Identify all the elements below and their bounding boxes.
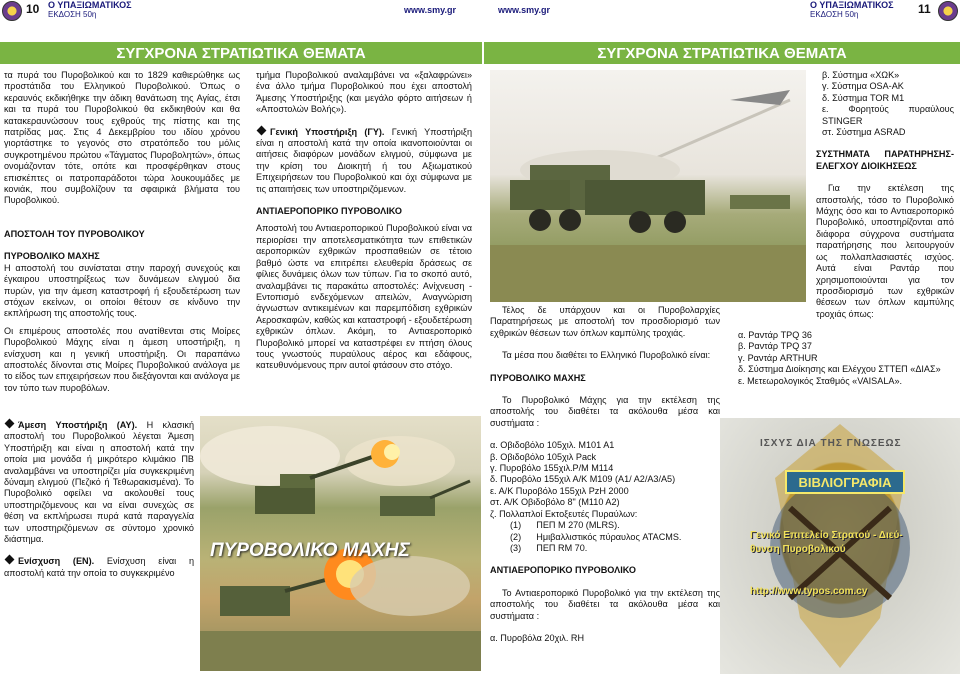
observation-heading: ΣΥΣΤΗΜΑΤΑ ΠΑΡΑΤΗΡΗΣΗΣ-ΕΛΕΓΧΟΥ ΔΙΟΙΚΗΣΕΩΣ: [816, 149, 954, 171]
diamond-bullet-icon: [5, 555, 15, 565]
right-page: [484, 0, 960, 674]
section-title: ΣΥΓΧΡΟΝΑ ΣΤΡΑΤΙΩΤΙΚΑ ΘΕΜΑΤΑ: [484, 42, 960, 64]
section-title: ΣΥΓΧΡΟΝΑ ΣΤΡΑΤΙΩΤΙΚΑ ΘΕΜΑΤΑ: [0, 42, 482, 64]
list-item: ζ. Πολλαπλοί Εκτοξευτές Πυραύλων:: [490, 508, 638, 519]
intro-paragraph: τα πυρά του Πυροβολικού και το 1829 καθιερώθηκε ως προστάτιδα του Ελληνικού Πυροβολικού. Όπως ο κεραυνός εκδικήθηκε την άδικη θανάτωση της Αγίας, έτσι και τα πυρά του Πυροβολικού θα εκδικηθούν και θα κατακεραυνώσουν τους εχθρούς της πίστης και της πατρίδας μας. Στις 4 Δεκεμβρίου του ιδίου χρόνου γιορτάστηκε το γεγονός στο στρατόπεδο του μόλις συγκροτημένου πρώτου «Τάγματος Πυροβολητών», όπως ονομάζονταν τότε, οπότε και προσφέρθηκαν στους επισκέπτες οι πατροπαράδοτοι τώρα λουκουμάδες με κονιάκ, που συμβολίζουν τα σφαιρικά βλήματα του Πυροβολικού.: [4, 70, 240, 206]
list-item: στ. Σύστημα ASRAD: [822, 127, 906, 138]
magazine-name: Ο ΥΠΑΞΙΩΜΑΤΙΚΟΣ: [810, 0, 894, 10]
mission-heading: ΑΠΟΣΤΟΛΗ ΤΟΥ ΠΥΡΟΒΟΛΙΚΟΥ: [4, 228, 145, 239]
left-column-2: [256, 70, 472, 372]
page-number: 10: [26, 2, 40, 16]
emblem-icon: [2, 1, 22, 21]
field-paragraph-2: Οι επιμέρους αποστολές που ανατίθενται στις Μοίρες Πυροβολικού Μάχης είναι η άμεση υποστήριξη, η ενίσχυση και η γενική υποστήριξη. Οι παραπάνω αποστολές δίνονται στις Μοίρες Πυροβολικού ανάλογα με το είδος των επιχειρήσεων που διεξάγονται και ανάλογα με τον τύπο των πυροβόλων.: [4, 325, 240, 393]
diamond-bullet-icon: [5, 419, 15, 429]
list-item: β. Οβιδοβόλο 105χιλ Pack: [490, 451, 597, 462]
list-item: (2) Ημιβαλλιστικός πύραυλος ATACMS.: [510, 531, 682, 542]
bibliography-poster: [720, 418, 960, 674]
list-item: α. Οβιδοβόλο 105χιλ. M101 A1: [490, 440, 615, 451]
direct-support-text: Η κλασική αποστολή του Πυροβολικού λέγεται Άμεση Υποστήριξη και είναι η αποστολή κατά την οποία μια μονάδα ή μικρότερο κλιμάκιο ΠΒ αναλαμβάνει να υποστηρίζει μία συγκεκριμένη δύναμη ελιγμού (Πεζικό ή Τεθωρακισμένα). Το Πυροβολικό οφείλει να ακολουθεί τους υποστηριζόμενους και να είναι συνεχώς σε θέση να εκπλήρωσει πυρά κατά παραγγελία των υποστηριζόμενων σε σύντομο χρονικό διάστημα.: [4, 420, 194, 545]
aa-paragraph: Αποστολή του Αντιαεροπορικού Πυροβολικού είναι να περιορίσει την αποτελεσματικότητα των επιθετικών αεροπορικών εχθρικών προσπαθειών σε τέτοιο βαθμό ώστε να επιτρέπει ελευθερία δράσεως σε φίλιες δυνάμεις όλων των τύπων. Για το σκοπό αυτό, αναλαμβάνει τις παρακάτω αποστολές: Ανίχνευση - Εντοπισμό ενδεχόμενων απειλών, Αναγνώριση άγνωστων αντικειμένων και παρεμπόδιση εχθρικών Αεροσκαφών, καθώς και καταστροφή - εξουδετέρωση εχθρικών όπλων. Ακόμη, το Αντιαεροπορικό Πυροβολικό μπορεί να καταστρέφει εν πτήση όλους τους γνωστούς πυραύλους αέρος και εδάφους, κατευθυνόμενους πριν αυτοί φτάσουν στο στόχο.: [256, 223, 472, 371]
left-column-1: [4, 70, 240, 394]
direct-support-title: Άμεση Υποστήριξη (ΑΥ).: [18, 420, 138, 430]
general-support: [256, 127, 472, 195]
magazine-title: [810, 1, 894, 19]
photo-caption: ΠΥΡΟΒΟΛΙΚΟ ΜΑΧΗΣ: [210, 540, 410, 561]
aa-heading: ΑΝΤΙΑΕΡΟΠΟΡΙΚΟ ΠΥΡΟΒΟΛΙΚΟ: [490, 565, 636, 576]
field-artillery-heading: ΠΥΡΟΒΟΛΙΚΟ ΜΑΧΗΣ: [4, 251, 100, 262]
list-item: δ. Σύστημα Διοίκησης και Ελέγχου ΣΤΤΕΠ «ΔΙΑΣ»: [738, 364, 941, 375]
field-means-intro: Το Πυροβολικό Μάχης για την εκτέλεση της αποστολής του διαθέτει τα ακόλουθα μέσα και συστήματα :: [490, 395, 720, 428]
list-item: δ. Πυροβόλο 155χιλ Α/Κ M109 (A1/ A2/A3/A5): [490, 474, 676, 485]
list-item: δ. Σύστημα TOR M1: [822, 92, 905, 103]
list-item: γ. Ραντάρ ARTHUR: [738, 352, 818, 363]
list-item: α. Πυροβόλα 20χιλ. RH: [490, 632, 585, 643]
right-column-2: [816, 70, 954, 320]
poster-url[interactable]: http://www.typos.com.cy: [750, 586, 868, 597]
list-item: β. Ραντάρ TPQ 37: [738, 341, 812, 352]
means-intro: Τα μέσα που διαθέτει το Ελληνικό Πυροβολικό είναι:: [502, 350, 711, 361]
list-item: γ. Σύστημα OSA-AK: [822, 81, 904, 92]
magazine-name: Ο ΥΠΑΞΙΩΜΑΤΙΚΟΣ: [48, 0, 132, 10]
poster-title: ΒΙΒΛΙΟΓΡΑΦΙΑ: [785, 470, 905, 494]
list-item: α. Ραντάρ TPQ 36: [738, 330, 812, 340]
aa-means-intro: Το Αντιαεροπορικό Πυροβολικό για την εκτέλεση της αποστολής του διαθέτει τα ακόλουθα μέσα και συστήματα :: [490, 587, 720, 621]
field-systems-list: [490, 440, 720, 554]
page-number: 11: [918, 2, 931, 16]
diamond-bullet-icon: [257, 125, 267, 135]
poster-source-1: Γενικό Επιτελείο Στρατού - Διεύ-: [750, 530, 903, 541]
website-link[interactable]: www.smy.gr: [498, 5, 551, 15]
right-header: [484, 0, 960, 22]
magazine-title: [48, 1, 132, 19]
poster-motto: ΙΣΧΥΣ ΔΙΑ ΤΗΣ ΓΝΩΣΕΩΣ: [760, 438, 902, 449]
emblem-icon: [938, 1, 958, 21]
rocket-launcher-photo: [490, 70, 806, 302]
list-item: στ. Α/Κ Οβιδοβόλο 8" (M110 A2): [490, 497, 620, 508]
right-column-1: [490, 305, 720, 644]
direct-support: [4, 420, 194, 545]
list-item: β. Σύστημα «ΧΩΚ»: [822, 70, 900, 80]
reinforcement-title: Ενίσχυση (ΕΝ).: [18, 556, 95, 567]
list-item: ε. Φορητούς πυραύλους STINGER: [822, 104, 954, 126]
general-support-text: Γενική Υποστήριξη είναι η αποστολή κατά την οποία ικανοποιούνται οι αιτήσεις διαφόρων μονάδων ελιγμού, σύμφωνα με την κρίση του Διοικητή ή του Αξιωματικού Επιχειρήσεων του Πυροβολικού και όχι σύμφωνα με τις απαιτήσεις των υποστηριζόμενων.: [256, 126, 473, 194]
field-paragraph-1: Η αποστολή του συνίσταται στην παροχή συνεχούς και έγκαιρου υποστηρίξεως των δυνάμεων ελιγμού δια πυρών, για την άμεση καταστροφή ή εξουδετέρωση των στόχων εκείνων, οι οποίοι θέτουν σε κίνδυνο την εκπλήρωση της αποστολής τους.: [4, 262, 240, 319]
left-header: [0, 0, 482, 22]
reinforcement: [4, 556, 194, 579]
field-artillery-heading: ΠΥΡΟΒΟΛΙΚΟ ΜΑΧΗΣ: [490, 372, 586, 383]
list-item: ε. Α/Κ Πυροβόλο 155χιλ PzH 2000: [490, 485, 629, 496]
rocket-launcher-scene-icon: [490, 70, 806, 302]
list-item: γ. Πυροβόλο 155χιλ.Ρ/Μ M114: [490, 463, 614, 474]
reinforcement-text: Ενίσχυση είναι η αποστολή κατά την οποία το συγκεκριμένο: [4, 556, 194, 578]
issue-label: ΕΚΔΟΣΗ 50η: [810, 10, 859, 19]
general-support-title: Γενική Υποστήριξη (ΓΥ).: [270, 126, 385, 137]
aa-heading: ΑΝΤΙΑΕΡΟΠΟΡΙΚΟ ΠΥΡΟΒΟΛΙΚΟ: [256, 206, 402, 217]
observation-text: Για την εκτέλεση της αποστολής, τόσο το Πυροβολικό Μάχης όσο και το Αντιαεροπορικό Πυροβολικό, υποστηρίζονται από διάφορα σύγχρονα συστήματα παρατήρησης που λειτουργούν ως πολλαπλασιαστές ισχύος. Αυτά είναι Ραντάρ που χρησιμοποιούνται για τον προσδιορισμό των εχθρικών θέσεων των όπλων καμπύλης τροχιάς όπως:: [816, 183, 954, 319]
col2-paragraph: τμήμα Πυροβολικού αναλαμβάνει να «ξαλαφρώνει» ένα άλλο τμήμα Πυροβολικού που έχει αποστολή Άμεσης Υποστήριξης (και μεγάλο φόρτο αιτήσεων ή «Αποστολών Βολής»).: [256, 70, 472, 115]
radar-list: [716, 330, 954, 387]
field-artillery-photo: [200, 416, 481, 671]
left-column-1-lower: [4, 420, 194, 579]
observation-batteries-text: Τέλος δε υπάρχουν και οι Πυροβολαρχίες Παρατηρήσεως με αποστολή τον προσδιορισμό των εχθρικών θέσεων των όπλων καμπύλης τροχιάς.: [490, 305, 720, 338]
poster-source-2: θυνση Πυροβολικού: [750, 544, 846, 555]
list-item: (3) ΠΕΠ RM 70.: [510, 542, 588, 553]
list-item: ε. Μετεωρολογικός Σταθμός «VAISALA».: [738, 375, 903, 386]
list-item: (1) ΠΕΠ Μ 270 (MLRS).: [510, 520, 620, 531]
website-link[interactable]: www.smy.gr: [404, 5, 457, 15]
issue-label: ΕΚΔΟΣΗ 50η: [48, 10, 97, 19]
